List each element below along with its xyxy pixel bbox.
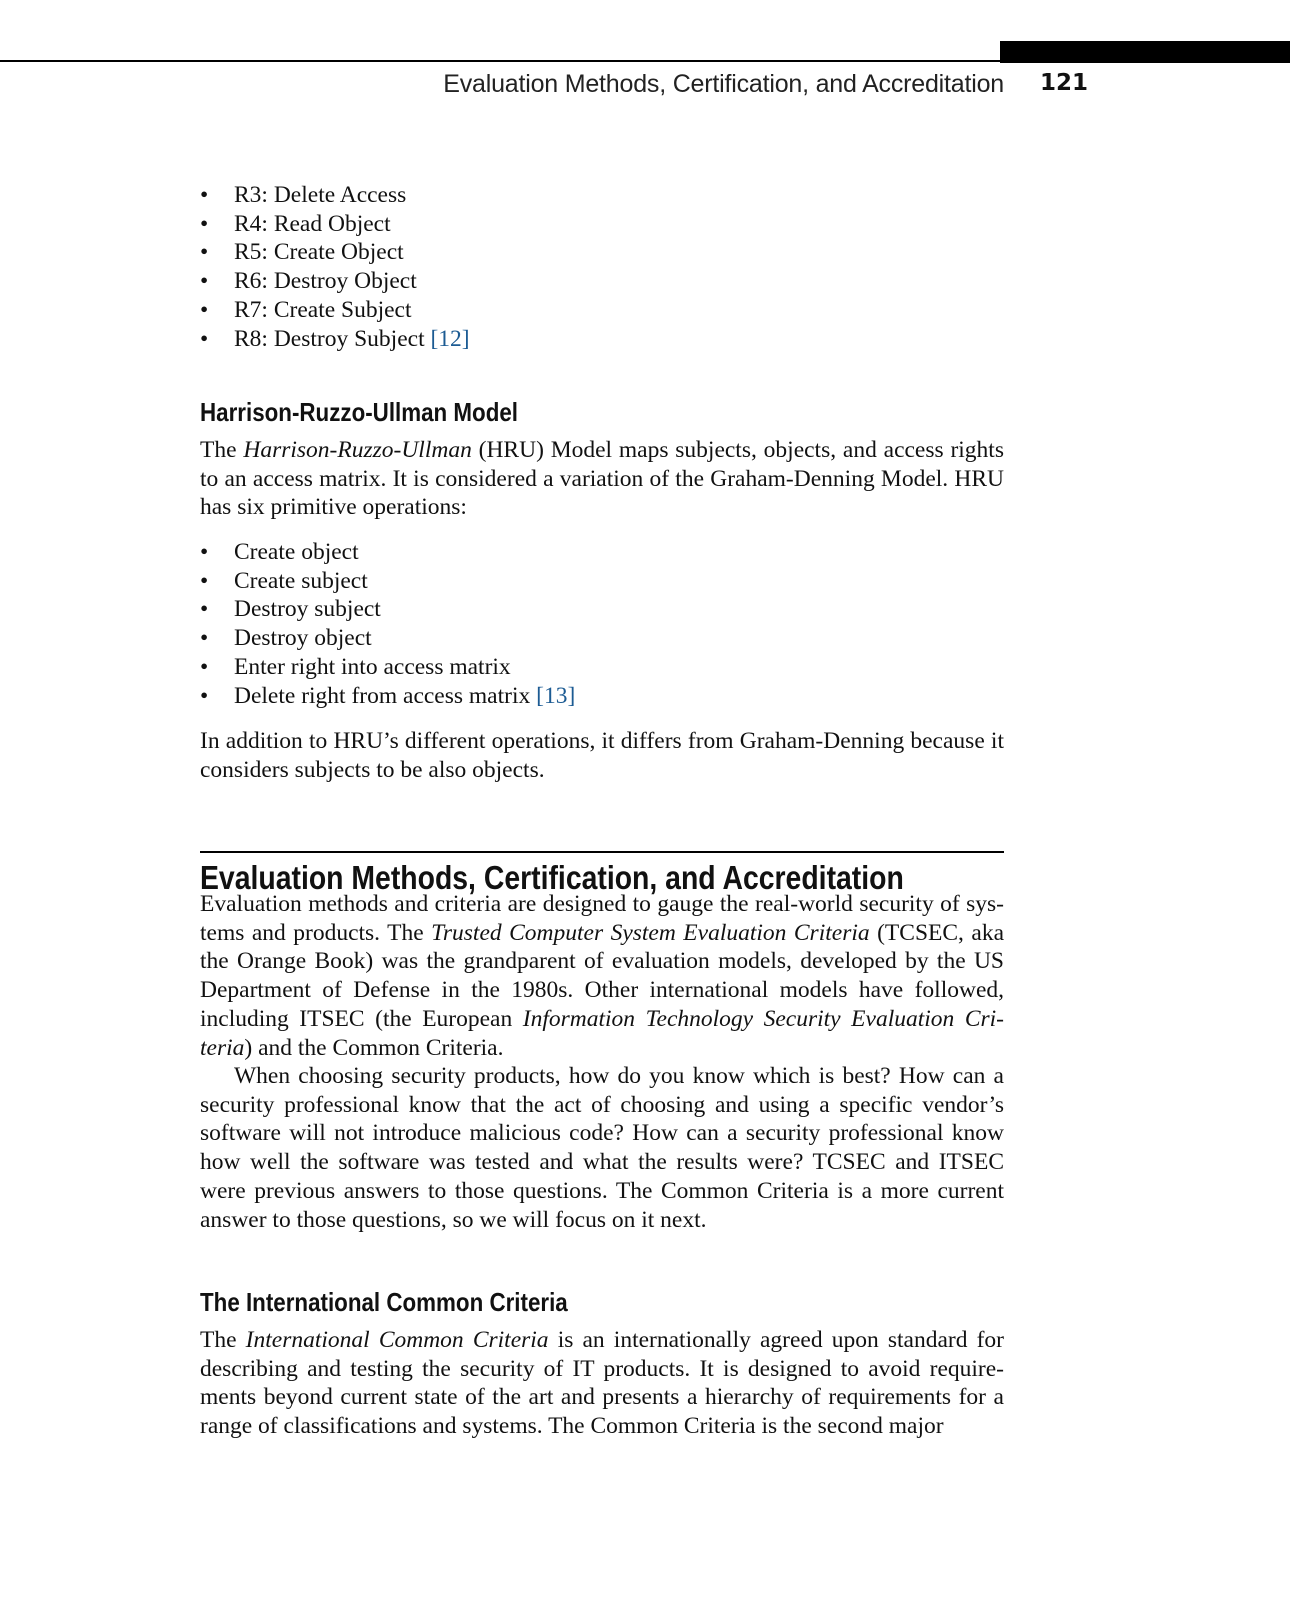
section-heading-common-criteria: The International Common Criteria [200, 1287, 568, 1317]
bullet-icon: • [200, 210, 209, 237]
list-item: • R6: Destroy Object [200, 268, 417, 295]
bullet-icon: • [200, 596, 209, 623]
list-item: • R4: Read Object [200, 210, 391, 237]
common-criteria-paragraph: The International Common Criteria is an internationally agreed upon standard for describing and testing the security of IT products. It is designed to avoid requirements beyond current state of the art and presents a hierarchy of requirements for a range of classifications and systems. The Common Criteria is the second major [200, 1327, 1004, 1440]
hru-intro-paragraph: The Harrison-Ruzzo-Ullman (HRU) Model maps subjects, objects, and access rights to an access matrix. It is considered a variation of the Graham-Denning Model. HRU has six primitive operations: [200, 437, 1004, 521]
list-item: • R7: Create Subject [200, 296, 412, 323]
citation-link[interactable]: [13] [536, 682, 576, 709]
list-item: • R3: Delete Access [200, 182, 407, 208]
page-number: 121 [1040, 70, 1089, 96]
list-item: • Destroy object [200, 625, 372, 652]
list-item: • Create subject [200, 567, 368, 594]
evaluation-paragraph-2: When choosing security products, how do you know which is best? How can a security professional know that the act of choosing and using a specific vendor’s software will not introduce malicious code? How can a security professional know how well the software was tested and what the results were? TCSEC and ITSEC were previous answers to those questions. The Common Criteria is a more current answer to those questions, so we will focus on it next. [200, 1063, 1004, 1233]
hru-closing-paragraph: In addition to HRU’s different operations, it differs from Graham-Denning because it considers subjects to be also objects. [200, 728, 1004, 783]
bullet-icon: • [200, 682, 209, 709]
bullet-icon: • [200, 182, 209, 208]
header-bar [1000, 41, 1290, 63]
list-item: • Create object [200, 539, 359, 565]
list-item: • R5: Create Object [200, 239, 404, 266]
citation-link[interactable]: [12] [430, 325, 470, 352]
header-rule [0, 60, 1000, 62]
section-heading-hru: Harrison-Ruzzo-Ullman Model [200, 397, 519, 427]
list-item: • Destroy subject [200, 596, 381, 623]
bullet-icon: • [200, 625, 209, 652]
section-divider [200, 851, 1004, 853]
bullet-icon: • [200, 539, 209, 565]
bullet-icon: • [200, 296, 209, 323]
evaluation-paragraph-1: Evaluation methods and criteria are designed to gauge the real-world security of systems and products. The Trusted Computer System Evaluation Criteria (TCSEC, aka the Orange Book) was the grandparent of evaluation models, developed by the US Department of Defense in the 1980s. Other international models have followed, including ITSEC (the European Information Technology Security Evaluation Criteria) and the Common Criteria. [200, 891, 1004, 1061]
bullet-icon: • [200, 325, 209, 352]
bullet-icon: • [200, 567, 209, 594]
bullet-icon: • [200, 653, 209, 680]
section-heading-evaluation: Evaluation Methods, Certification, and Accreditation [200, 859, 904, 896]
bullet-icon: • [200, 268, 209, 295]
hru-operations-list [200, 538, 575, 710]
list-item: • R8: Destroy Subject [12] [200, 325, 470, 352]
rules-list [200, 181, 470, 353]
list-item: • Enter right into access matrix [200, 653, 511, 680]
running-title: Evaluation Methods, Certification, and Accreditation [443, 70, 1004, 98]
list-item: • Delete right from access matrix [13] [200, 682, 576, 709]
bullet-icon: • [200, 239, 209, 266]
